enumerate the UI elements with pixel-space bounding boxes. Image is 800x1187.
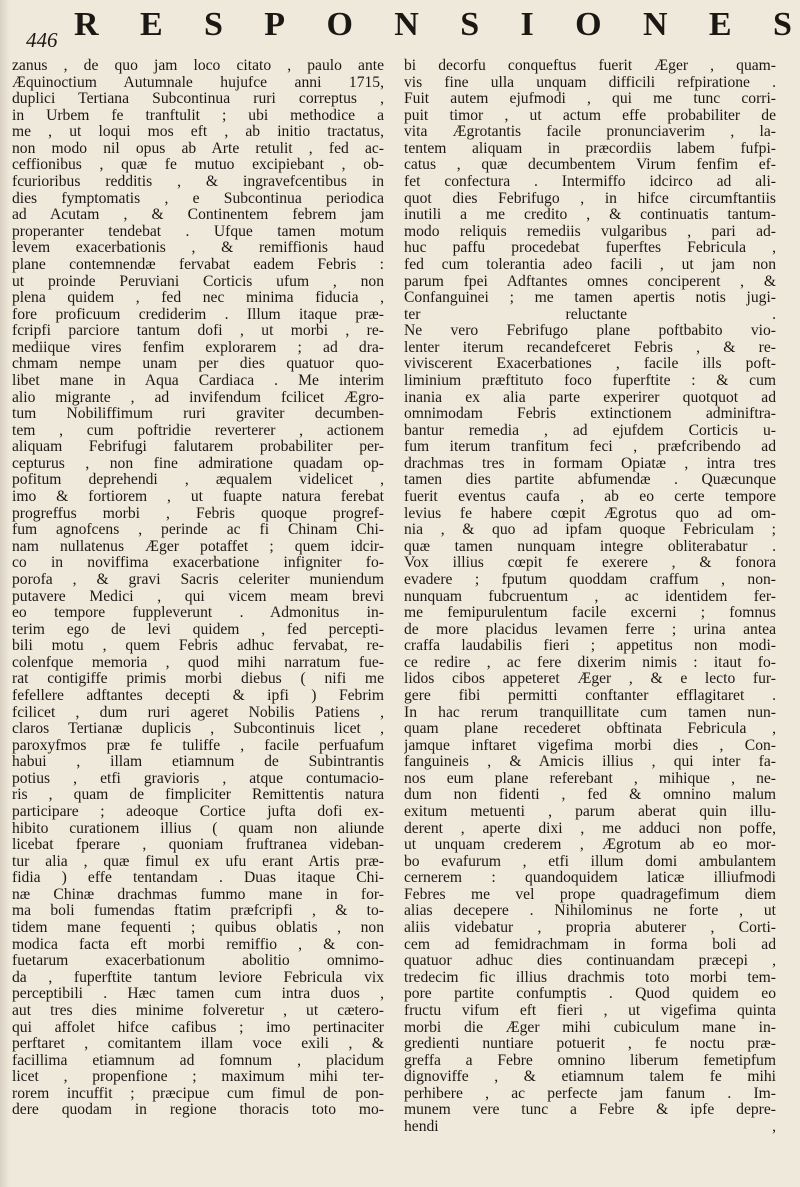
- left-text-line: nam nullatenus Æger potaffet ; quem idcir-: [12, 537, 384, 555]
- left-text-line: rorem incuffit ; præcipue cum fimul de pon-: [12, 1084, 384, 1102]
- running-head-letter: P: [264, 6, 288, 43]
- left-text-line: fcripfi parciore tantum dofi , ut morbi , re-: [12, 322, 384, 340]
- left-text-line: licebat fperare , quoniam fruftranea videban-: [12, 836, 384, 854]
- right-text-line: hendi ,: [404, 1118, 776, 1135]
- right-text-line: puit timor , ut actum effe probabiliter de: [404, 106, 776, 124]
- right-text-line: quot dies Febrifugo , in hifce circumftantiis: [404, 189, 776, 207]
- left-text-line: levem exacerbationis , & remiffionis haud: [12, 239, 384, 257]
- running-head-letter: R: [74, 6, 101, 43]
- right-text-line: huc paffu procedebat fuperftes Febricula ,: [404, 239, 776, 257]
- right-text-line: ter reluctante .: [404, 305, 776, 323]
- right-text-column: [404, 58, 776, 1174]
- right-text-line: parum fpei Adftantes omnes conciperent , &: [404, 272, 776, 290]
- left-text-line: eo tempore fuppleverunt . Admonitus in-: [12, 604, 384, 622]
- right-text-line: Vox illius cœpit fe exerere , & fonora: [404, 554, 776, 572]
- right-text-line: derent , aperte dixi , me adduci non poffe,: [404, 819, 776, 837]
- right-text-line: bi decorfu conqueftus fuerit Æger , quam-: [404, 58, 776, 74]
- left-text-line: claros Tertianæ duplicis , Subcontinuis licet ,: [12, 720, 384, 738]
- right-text-line: ut unquam crederem , Ægrotum ab eo mor-: [404, 836, 776, 854]
- left-text-line: dies fymptomatis , e Subcontinua periodica: [12, 189, 384, 207]
- left-text-line: facillima etiamnum ad fomnum , placidum: [12, 1051, 384, 1069]
- right-text-line: morbi die Æger mihi cubiculum mane in-: [404, 1018, 776, 1036]
- right-text-line: catus , quæ decumbentem Virum fenfim ef-: [404, 156, 776, 174]
- right-text-line: craffa laudabilis fieri ; appetitus non modi-: [404, 637, 776, 655]
- right-text-line: inutili a me credito , & continuatis tantum-: [404, 206, 776, 224]
- right-text-line: fed cum tolerantia adeo facili , ut jam non: [404, 255, 776, 273]
- right-text-line: munem vere tunc a Febre & ipfe depre-: [404, 1101, 776, 1119]
- running-head: [74, 6, 794, 44]
- running-head-letter: O: [326, 6, 355, 43]
- right-text-line: nos eum plane referebant , mihique , ne-: [404, 769, 776, 787]
- right-text-line: fet confectura . Intermiffo idcirco ad ali-: [404, 173, 776, 191]
- right-text-line: modo reliquis remediis vulgaribus , pari ad-: [404, 222, 776, 240]
- left-text-line: porofa , & gravi Sacris celeriter muniendum: [12, 570, 384, 588]
- right-text-line: bo evafurum , etfi illum domi ambulantem: [404, 852, 776, 870]
- left-text-line: fore proficuum crediderim . Illum itaque præ-: [12, 305, 384, 323]
- right-text-line: tentem aliquam in præcordiis labem fufpi-: [404, 139, 776, 157]
- left-text-line: aliquam Febrifugi falutarem probabiliter per-: [12, 438, 384, 456]
- left-text-line: progreffus morbi , Febris quoque progref-: [12, 504, 384, 522]
- right-text-line: fructu vifum eft fieri , ut vigefima quinta: [404, 1001, 776, 1019]
- left-text-line: Æquinoctium Autumnale hujufce anni 1715,: [12, 73, 384, 91]
- right-text-line: quam plane recederet obftinata Febricula ,: [404, 720, 776, 738]
- right-text-line: alias decepere . Nihilominus ne forte , ut: [404, 902, 776, 920]
- left-text-line: rat contigiffe primis morbi diebus ( nifi me: [12, 670, 384, 688]
- right-text-line: jamque inftaret vigefima morbi dies , Con-: [404, 736, 776, 754]
- left-text-line: chmam nempe unam per dies quatuor quo-: [12, 355, 384, 373]
- right-text-line: gere fibi permitti conftanter efflagitaret .: [404, 686, 776, 704]
- left-text-line: putavere Medici , qui vicem meam brevi: [12, 587, 384, 605]
- left-text-line: qui affolet hifce cafibus ; imo pertinaciter: [12, 1018, 384, 1036]
- right-text-line: nia , & quo ad ipfam quoque Febriculam ;: [404, 521, 776, 539]
- running-head-letter: N: [642, 6, 670, 43]
- right-text-line: fanguineis , & Amicis illius , qui inter fa-: [404, 753, 776, 771]
- left-text-line: fum agnofcens , perinde ac fi Chinam Chi-: [12, 521, 384, 539]
- page-edge-shadow: [0, 0, 10, 1187]
- left-text-line: licet , propenfione ; maximum mihi ter-: [12, 1068, 384, 1086]
- right-text-line: vis fine ulla unquam difficili refpiratione .: [404, 73, 776, 91]
- right-text-line: exitum metuenti , parum aberat quin illu-: [404, 803, 776, 821]
- right-text-line: me femipurulentum facile excerni ; fomnus: [404, 604, 776, 622]
- left-text-line: me , ut loqui mos eft , ab initio tractatus,: [12, 123, 384, 141]
- left-text-line: potius , etfi gravioris , atque contumacio-: [12, 769, 384, 787]
- right-text-line: lidos cibos appeteret Æger , & e lecto fur-: [404, 670, 776, 688]
- right-text-line: gredienti nuntiare potuerit , fe noctu præ-: [404, 1035, 776, 1053]
- right-text-line: Febres me vel prope quadragefimum diem: [404, 885, 776, 903]
- left-text-line: in Urbem fe tranftulit ; ubi methodice a: [12, 106, 384, 124]
- left-text-line: ma boli fumendas ftatim præfcripfi , & to-: [12, 902, 384, 920]
- running-head-letter: O: [575, 6, 604, 43]
- left-text-line: terim ego de levi quidem , fed percepti-: [12, 620, 384, 638]
- running-head-letter: N: [394, 6, 421, 43]
- left-text-line: fuetarum exacerbationum abolitio omnimo-: [12, 952, 384, 970]
- left-text-line: tem , cum poftridie reverterer , actionem: [12, 421, 384, 439]
- running-head-letter: E: [139, 6, 165, 43]
- left-text-line: colenfque memoria , quod mihi narratum fue-: [12, 653, 384, 671]
- right-text-line: lenter iterum recandefceret Febris , & re-: [404, 338, 776, 356]
- running-head-letter: I: [520, 6, 536, 43]
- left-text-line: perftaret , comitantem illam voce exili , &: [12, 1035, 384, 1053]
- right-text-line: dum non fidenti , fed & omnino malum: [404, 786, 776, 804]
- left-text-line: næ Chinæ drachmas fummo mane in for-: [12, 885, 384, 903]
- left-text-line: perceptibili . Hæc tamen cum intra duos ,: [12, 985, 384, 1003]
- left-text-line: tum Nobiliffimum ruri graviter decumben-: [12, 405, 384, 423]
- left-text-line: hibito curationem illius ( quam non aliunde: [12, 819, 384, 837]
- right-text-line: cem ad femidrachmam in forma boli ad: [404, 935, 776, 953]
- right-text-line: greffa a Febre omnino liberum femetipfum: [404, 1051, 776, 1069]
- right-text-line: bantur remedia , ad ejufdem Corticis u-: [404, 421, 776, 439]
- left-text-line: ris , quam de fimpliciter Remittentis natura: [12, 786, 384, 804]
- left-text-line: dere quodam in regione thoracis toto mo-: [12, 1101, 384, 1119]
- right-text-line: drachmas tres in formam Opiatæ , intra tres: [404, 454, 776, 472]
- left-text-line: libet mane in Aqua Cardiaca . Me interim: [12, 371, 384, 389]
- right-text-line: omnimodam Febris extinctionem adminiftra-: [404, 405, 776, 423]
- left-text-line: pofitum deprehendi , æqualem videlicet ,: [12, 471, 384, 489]
- left-text-line: paroxyfmos præ fe tuliffe , facile perfuafum: [12, 736, 384, 754]
- right-text-line: tamen dies partite abfumendæ . Quæcunque: [404, 471, 776, 489]
- right-text-line: nunquam fubcruentum , ac identidem fer-: [404, 587, 776, 605]
- right-text-line: ce redire , ac fere dixerim nimis : itaut fo-: [404, 653, 776, 671]
- right-text-line: pore partite confumptis . Quod quidem eo: [404, 985, 776, 1003]
- left-text-line: alio migrante , ad invifendum fcilicet Ægro-: [12, 388, 384, 406]
- right-text-line: Confanguinei ; me tamen apertis notis jugi-: [404, 289, 776, 307]
- right-text-line: liminium præftituto foco fuperftite : & cum: [404, 371, 776, 389]
- left-text-line: cepturus , non fine admiratione quadam op-: [12, 454, 384, 472]
- right-text-line: viviscerent Exacerbationes , facile ills poft-: [404, 355, 776, 373]
- left-text-line: mediique vires fenfim explorarem ; ad dra-: [12, 338, 384, 356]
- right-text-line: Fuit autem ejufmodi , qui me tunc corri-: [404, 90, 776, 108]
- right-text-line: quæ tamen nunquam integre obliterabatur .: [404, 537, 776, 555]
- left-text-line: plane contemnendæ fervabat eadem Febris :: [12, 255, 384, 273]
- right-text-line: fuerit eventus caufa , ab eo certe tempore: [404, 488, 776, 506]
- right-text-line: aliis videbatur , propria abuterer , Corti-: [404, 919, 776, 937]
- right-text-line: quatuor adhuc dies continuandam præcepi ,: [404, 952, 776, 970]
- left-text-line: ut proinde Peruviani Corticis ufum , non: [12, 272, 384, 290]
- left-text-line: plena quidem , fed nec minima fiducia ,: [12, 289, 384, 307]
- left-text-line: fcilicet , dum ruri ageret Nobilis Patiens ,: [12, 703, 384, 721]
- right-text-line: vita Ægrotantis facile pronunciaverim , la-: [404, 123, 776, 141]
- right-text-line: tredecim fic illius drachmis toto morbi tem-: [404, 968, 776, 986]
- right-text-line: levius fe habere cœpit Ægrotus quo ad om-: [404, 504, 776, 522]
- left-text-line: bili motu , quem Febris adhuc fervabat, re-: [12, 637, 384, 655]
- running-head-letter: S: [772, 6, 794, 43]
- left-text-line: participare ; adeoque Cortice jufta dofi ex-: [12, 803, 384, 821]
- right-text-line: de more placidus levamen ferre ; urina antea: [404, 620, 776, 638]
- running-head-letter: S: [460, 6, 482, 43]
- right-text-line: evadere ; fputum quoddam craffum , non-: [404, 570, 776, 588]
- left-text-line: fefellere adftantes decepti & ipfi ) Febrim: [12, 686, 384, 704]
- running-head-letter: S: [204, 6, 225, 43]
- right-text-line: inania ex alia parte experirer quotquot ad: [404, 388, 776, 406]
- left-text-line: fidia ) effe tentandam . Duas itaque Chi-: [12, 869, 384, 887]
- left-text-line: ceffionibus , quæ fe mutuo excipiebant , ob-: [12, 156, 384, 174]
- left-text-line: properanter tendebat . Ufque tamen motum: [12, 222, 384, 240]
- left-text-line: aut tres dies minime folveretur , ut cætero-: [12, 1001, 384, 1019]
- left-text-line: habui , illam etiamnum de Subintrantis: [12, 753, 384, 771]
- right-text-line: Ne vero Febrifugo plane poftbabito vio-: [404, 322, 776, 340]
- page-number: 446: [26, 28, 58, 52]
- page-header: [14, 2, 794, 52]
- left-text-line: tidem mane fequenti ; quibus oblatis , non: [12, 919, 384, 937]
- running-head-letter: E: [708, 6, 734, 43]
- left-text-line: duplici Tertiana Subcontinua ruri correptus ,: [12, 90, 384, 108]
- left-text-line: ad Acutam , & Continentem febrem jam: [12, 206, 384, 224]
- left-text-line: non modo nil opus ab Arte retulit , fed ac-: [12, 139, 384, 157]
- left-text-line: tur alia , quæ fimul ex ufu erant Artis præ-: [12, 852, 384, 870]
- left-text-column: [12, 58, 384, 1174]
- left-text-line: imo & fortiorem , ut fuapte natura ferebat: [12, 488, 384, 506]
- left-text-line: da , fuperftite tantum leviore Febricula vix: [12, 968, 384, 986]
- right-text-line: cernerem : quandoquidem laticæ illiufmodi: [404, 869, 776, 887]
- left-text-line: modica facta eft morbi remiffio , & con-: [12, 935, 384, 953]
- right-text-line: dignoviffe , & etiamnum talem fe mihi: [404, 1068, 776, 1086]
- left-text-line: fcurioribus redditis , & ingravefcentibus in: [12, 173, 384, 191]
- left-text-line: zanus , de quo jam loco citato , paulo ante: [12, 58, 384, 74]
- right-text-line: perhibere , ac perfecte jam fanum . Im-: [404, 1084, 776, 1102]
- left-text-line: co in noviffima exacerbatione infigniter fo-: [12, 554, 384, 572]
- right-text-line: In hac rerum tranquillitate cum tamen nun-: [404, 703, 776, 721]
- right-text-line: fum iterum tranfitum feci , præfcribendo ad: [404, 438, 776, 456]
